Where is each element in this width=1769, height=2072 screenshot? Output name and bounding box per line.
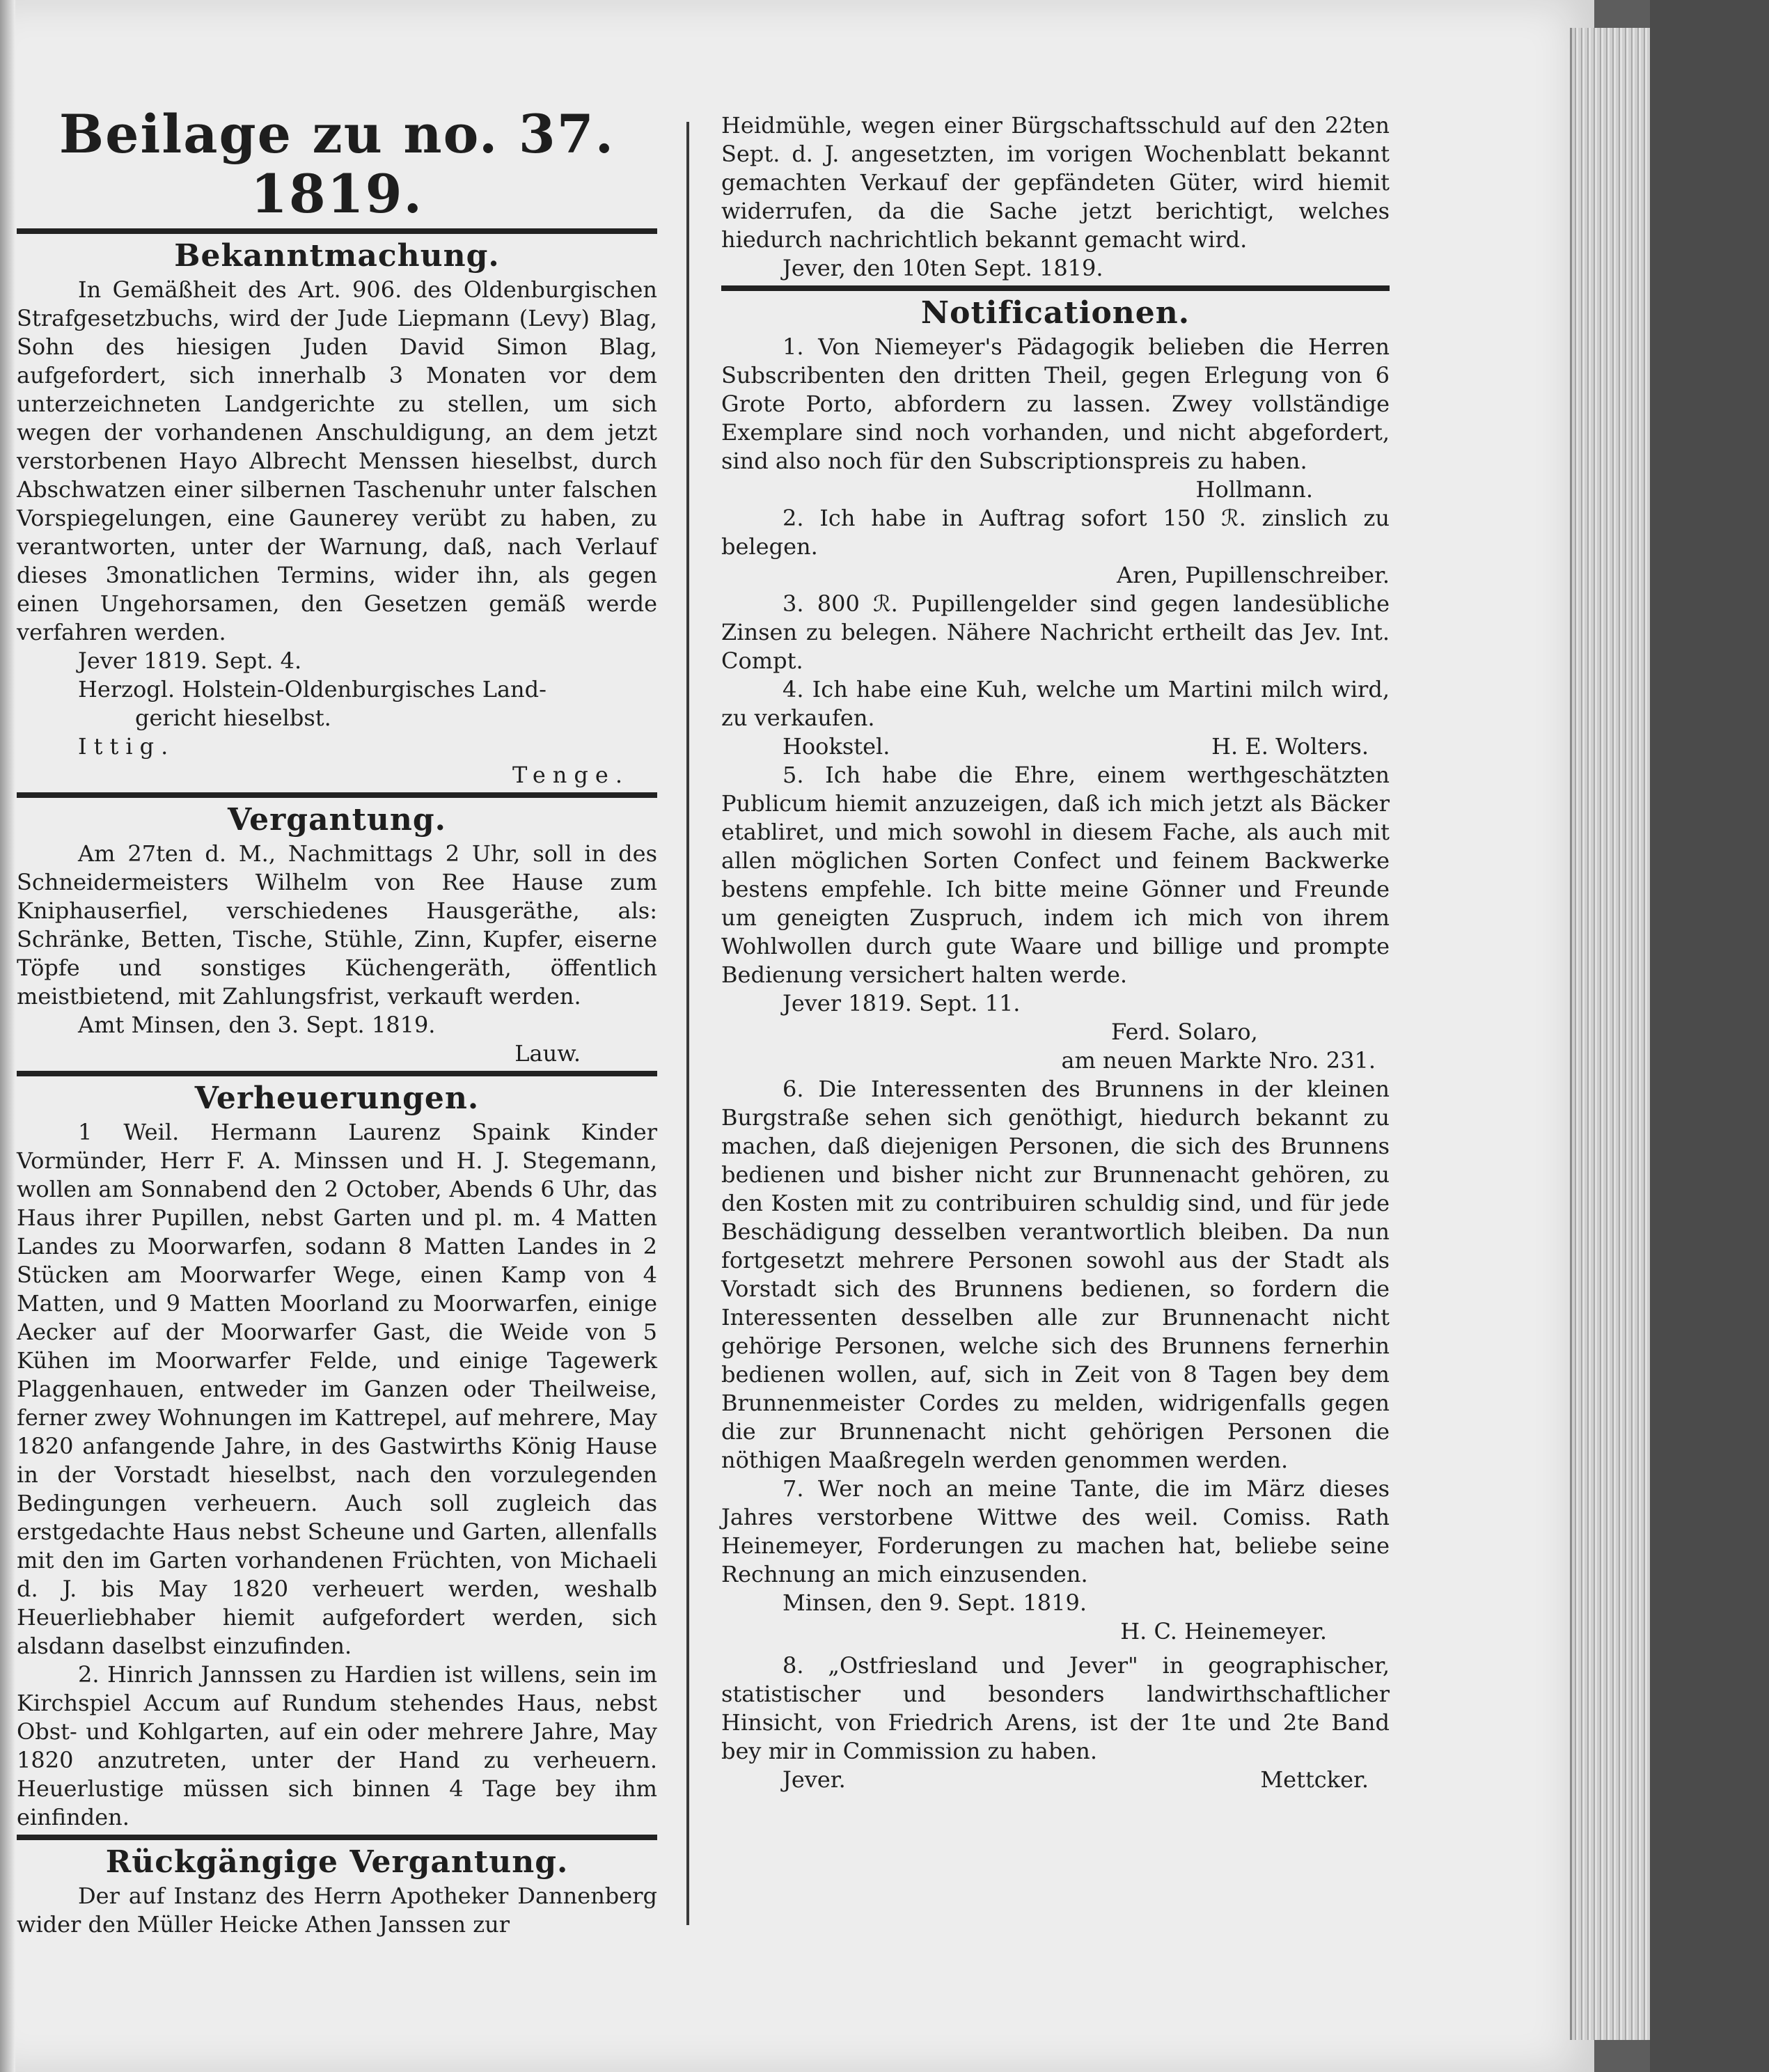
section-title: Vergantung. bbox=[228, 802, 446, 838]
page-edges bbox=[1570, 28, 1652, 2040]
gutter-shadow bbox=[0, 0, 15, 2072]
section-title: Bekanntmachung. bbox=[174, 238, 500, 274]
notice-date: Jever 1819. Sept. 11. bbox=[783, 990, 1021, 1017]
court-name: Herzogl. Holstein-Oldenburgisches Land- bbox=[78, 676, 547, 703]
section-rule bbox=[17, 1071, 657, 1076]
masthead: Beilage zu no. 37. 1819. bbox=[58, 103, 615, 225]
signature: Lauw. bbox=[514, 1040, 581, 1067]
right-column bbox=[721, 111, 1390, 1794]
notice-item: 2. Ich habe in Auftrag sofort 150 ℛ. zinslich zu belegen. bbox=[721, 505, 1390, 560]
notice-date: Minsen, den 9. Sept. 1819. bbox=[783, 1590, 1087, 1616]
section-title: Rückgängige Vergantung. bbox=[105, 1844, 569, 1880]
address: am neuen Markte Nro. 231. bbox=[1061, 1047, 1376, 1074]
section-notificationen bbox=[721, 295, 1390, 1794]
section-bekanntmachung bbox=[17, 238, 657, 790]
section-vergantung bbox=[17, 802, 657, 1068]
notice-item: 6. Die Interessenten des Brunnens in der kleinen Burgstraße sehen sich genöthigt, hiedurch bekannt zu machen, daß diejenigen Personen, die sich des Brunnens bedienen und bisher nicht zur Brunnenacht gehören, zu den Kosten mit zu contribuiren schuldig sind, und für jede Beschädigung desselben verantwortlich bleiben. Da nun fortgesetzt mehrere Personen sowohl aus der Stadt als Vorstadt sich des Brunnens bedienen, so fordern die Interessenten desselben alle zur Brunnenacht nicht gehörige Personen, welche sich des Brunnens fernerhin bedienen wollen, auf, sich in Zeit von 8 Tagen bey dem Brunnenmeister Cordes zu melden, widrigenfalls gegen die zur Brunnenacht nicht gehörigen Personen die nöthigen Maaßregeln werden genommen werden. bbox=[721, 1076, 1390, 1473]
signature: Hollmann. bbox=[1195, 476, 1313, 503]
place: Jever. bbox=[783, 1766, 846, 1793]
section-rueckgaengige-vergantung bbox=[17, 1844, 657, 1939]
signature: Ittig. bbox=[78, 733, 175, 760]
section-rule bbox=[721, 285, 1390, 291]
signature-row bbox=[721, 732, 1390, 761]
notice-body: 1 Weil. Hermann Laurenz Spaink Kinder Vormünder, Herr F. A. Minssen und H. J. Stegemann, wollen am Sonnabend den 2 October, Abends 6 Uhr, das Haus ihrer Pupillen, nebst Garten und pl. m. 4 Matten Landes zu Moorwarfen, sodann 8 Matten Landes in 2 Stücken am Moorwarfer Wege, einen Kamp von 4 Matten, und 9 Matten Moorland zu Moorwarfen, einige Aecker auf der Moorwarfer Gast, die Weide von 5 Kühen im Moorwarfer Felde, und einige Tagewerk Plaggenhauen, entweder im Ganzen oder Theilweise, ferner zwey Wohnungen im Kattrepel, auf mehrere, May 1820 anfangende Jahre, in des Gastwirths König Hause in der Vorstadt hieselbst, nach den vorzulegenden Bedingungen verheuern. Auch soll zugleich das erstgedachte Haus nebst Scheune und Garten, allenfalls mit den im Garten vorhandenen Früchten, von Michaeli d. J. bis May 1820 verheuert werden, weshalb Heuerliebhaber hiemit aufgefordert werden, sich alsdann daselbst einzufinden. bbox=[17, 1119, 657, 1659]
signature: Ferd. Solaro, bbox=[1111, 1019, 1258, 1045]
court-name-cont: gericht hieselbst. bbox=[135, 705, 331, 731]
signature: H. C. Heinemeyer. bbox=[1120, 1618, 1327, 1645]
signature: H. E. Wolters. bbox=[1211, 733, 1369, 760]
signature: Aren, Pupillenschreiber. bbox=[1117, 562, 1390, 588]
notice-date: Jever, den 10ten Sept. 1819. bbox=[783, 255, 1103, 281]
notice-body: 2. Hinrich Jannssen zu Hardien ist willens, sein im Kirchspiel Accum auf Rundum stehendes Haus, nebst Obst- und Kohlgarten, auf ein oder mehrere Jahre, May 1820 anzutreten, unter der Hand zu verheuern. Heuerlustige müssen sich binnen 4 Tage bey ihm einfinden. bbox=[17, 1661, 657, 1830]
section-title: Verheuerungen. bbox=[194, 1081, 480, 1116]
notice-item: 1. Von Niemeyer's Pädagogik belieben die Herren Subscribenten den dritten Theil, gegen Erlegung von 6 Grote Porto, abfordern zu lassen. Zwey vollständige Exemplare sind noch vorhanden, und nicht abgefordert, sind also noch für den Subscriptionspreis zu haben. bbox=[721, 333, 1390, 474]
place: Hookstel. bbox=[783, 733, 890, 760]
notice-body: Am 27ten d. M., Nachmittags 2 Uhr, soll in des Schneidermeisters Wilhelm von Ree Hause zum Kniphauserfiel, verschiedenes Hausgeräthe, als: Schränke, Betten, Tische, Stühle, Zinn, Kupfer, eiserne Töpfe und sonstiges Küchengeräth, öffentlich meistbietend, mit Zahlungsfrist, verkauft werden. bbox=[17, 840, 657, 1010]
notice-date: Amt Minsen, den 3. Sept. 1819. bbox=[78, 1012, 436, 1038]
column-divider bbox=[686, 122, 689, 1925]
notice-item: 8. „Ostfriesland und Jever" in geographischer, statistischer und besonders landwirthschaftlicher Hinsicht, von Friedrich Arens, ist der 1te und 2te Band bey mir in Commission zu haben. bbox=[721, 1652, 1390, 1764]
section-continuation bbox=[721, 111, 1390, 283]
signature-row bbox=[721, 1766, 1390, 1794]
notice-date: Jever 1819. Sept. 4. bbox=[78, 648, 302, 674]
notice-item: 4. Ich habe eine Kuh, welche um Martini milch wird, zu verkaufen. bbox=[721, 676, 1390, 731]
left-column bbox=[17, 104, 657, 1939]
notice-body: Heidmühle, wegen einer Bürgschaftsschuld auf den 22ten Sept. d. J. angesetzten, im vorigen Wochenblatt bekannt gemachten Verkauf der gepfändeten Güter, wird hiemit widerrufen, da die Sache jetzt berichtigt, welches hiedurch nachrichtlich bekannt gemacht wird. bbox=[721, 112, 1390, 253]
signature: Tenge. bbox=[512, 762, 629, 788]
notice-item: 5. Ich habe die Ehre, einem werthgeschätzten Publicum hiemit anzuzeigen, daß ich mich jetzt als Bäcker etabliret, und mich sowohl in diesem Fache, als auch mit allen möglichen Sorten Confect und feinem Backwerke bestens empfehle. Ich bitte meine Gönner und Freunde um geneigten Zuspruch, indem ich mich von ihrem Wohlwollen durch gute Waare und billige und prompte Bedienung versichert halten werde. bbox=[721, 762, 1390, 988]
masthead-rule bbox=[17, 228, 657, 234]
notice-body: Der auf Instanz des Herrn Apotheker Dannenberg wider den Müller Heicke Athen Janssen zur bbox=[17, 1883, 657, 1938]
notice-item: 3. 800 ℛ. Pupillengelder sind gegen landesübliche Zinsen zu belegen. Nähere Nachricht ertheilt das Jev. Int. Compt. bbox=[721, 590, 1390, 674]
section-verheuerungen bbox=[17, 1081, 657, 1832]
notice-item: 7. Wer noch an meine Tante, die im März dieses Jahres verstorbene Wittwe des weil. Comiss. Rath Heinemeyer, Forderungen zu machen hat, beliebe seine Rechnung an mich einzusenden. bbox=[721, 1475, 1390, 1587]
section-title: Notificationen. bbox=[920, 295, 1190, 331]
section-rule bbox=[17, 792, 657, 798]
signature: Mettcker. bbox=[1260, 1766, 1369, 1793]
book-background bbox=[1650, 0, 1769, 2072]
section-rule bbox=[17, 1835, 657, 1840]
notice-body: In Gemäßheit des Art. 906. des Oldenburgischen Strafgesetzbuchs, wird der Jude Liepmann (Levy) Blag, Sohn des hiesigen Juden David Simon Blag, aufgefordert, sich innerhalb 3 Monaten vor dem unterzeichneten Landgerichte zu stellen, um sich wegen der vorhandenen Anschuldigung, an dem jetzt verstorbenen Hayo Albrecht Menssen hieselbst, durch Abschwatzen einer silbernen Taschenuhr unter falschen Vorspiegelungen, eine Gaunerey verübt zu haben, zu verantworten, unter der Warnung, daß, nach Verlauf dieses 3monatlichen Termins, wider ihn, als gegen einen Ungehorsamen, den Gesetzen gemäß werde verfahren werden. bbox=[17, 276, 657, 645]
